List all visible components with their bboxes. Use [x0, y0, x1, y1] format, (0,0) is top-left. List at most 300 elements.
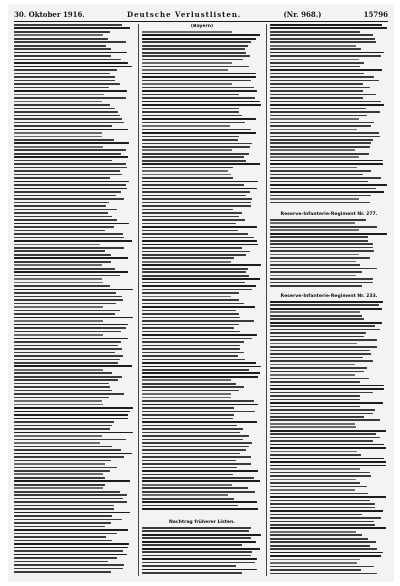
- text-line-placeholder: [270, 170, 371, 172]
- text-line-placeholder: [270, 538, 368, 540]
- text-line-placeholder: [142, 48, 245, 50]
- text-line-placeholder: [270, 118, 359, 120]
- text-line-placeholder: [142, 223, 236, 225]
- text-line-placeholder: [270, 336, 364, 338]
- text-line-placeholder: [14, 334, 103, 336]
- text-line-placeholder: [14, 411, 130, 413]
- text-line-placeholder: [14, 536, 106, 538]
- text-line-placeholder: [142, 254, 246, 256]
- text-line-placeholder: [270, 423, 355, 425]
- text-line-placeholder: [14, 250, 105, 252]
- text-line-placeholder: [270, 268, 377, 270]
- text-line-placeholder: [270, 27, 387, 29]
- text-line-placeholder: [14, 393, 124, 395]
- text-line-placeholder: [142, 562, 255, 564]
- text-line-placeholder: [14, 505, 114, 507]
- text-line-placeholder: [270, 115, 367, 117]
- text-line-placeholder: [14, 456, 124, 458]
- text-line-placeholder: [14, 240, 132, 242]
- text-line-placeholder: [142, 470, 258, 472]
- text-line-placeholder: [14, 230, 105, 232]
- text-line-placeholder: [270, 45, 356, 47]
- text-line-placeholder: [270, 240, 368, 242]
- text-line-placeholder: [142, 198, 252, 200]
- text-line-placeholder: [270, 350, 370, 352]
- text-line-placeholder: [270, 188, 376, 190]
- text-line-placeholder: [142, 153, 249, 155]
- text-line-placeholder: [270, 318, 364, 320]
- text-line-placeholder: [14, 52, 127, 54]
- text-line-placeholder: [14, 125, 112, 127]
- header-date: 30. Oktober 1916.: [14, 9, 85, 19]
- text-line-placeholder: [142, 372, 260, 374]
- text-line-placeholder: [270, 472, 370, 474]
- text-line-placeholder: [14, 473, 103, 475]
- text-line-placeholder: [14, 540, 112, 542]
- text-line-placeholder: [14, 414, 128, 416]
- header-title: Deutsche Verlustlisten.: [127, 9, 242, 19]
- text-line-placeholder: [142, 449, 246, 451]
- text-line-placeholder: [14, 369, 103, 371]
- text-line-placeholder: [14, 435, 102, 437]
- text-line-placeholder: [270, 254, 359, 256]
- text-line-placeholder: [270, 76, 374, 78]
- text-line-placeholder: [270, 548, 377, 550]
- text-line-placeholder: [270, 34, 373, 36]
- text-line-placeholder: [14, 453, 132, 455]
- text-line-placeholder: [14, 136, 102, 138]
- newspaper-page: [8, 4, 394, 582]
- text-line-placeholder: [14, 205, 106, 207]
- text-line-placeholder: [142, 299, 239, 301]
- text-line-placeholder: [142, 90, 257, 92]
- text-line-placeholder: [142, 188, 257, 190]
- text-line-placeholder: [270, 226, 377, 228]
- text-line-placeholder: [14, 425, 112, 427]
- text-line-placeholder: [142, 558, 257, 560]
- text-line-placeholder: [270, 41, 376, 43]
- text-line-placeholder: [142, 76, 256, 78]
- text-line-placeholder: [142, 268, 248, 270]
- text-line-placeholder: [14, 167, 127, 169]
- text-line-placeholder: [14, 111, 118, 113]
- text-line-placeholder: [142, 439, 243, 441]
- text-line-placeholder: [270, 500, 370, 502]
- text-line-placeholder: [270, 285, 362, 287]
- text-line-placeholder: [142, 313, 239, 315]
- section-heading: Reserve-Infanterie-Regiment Nr. 277.: [280, 212, 378, 217]
- text-line-placeholder: [14, 97, 126, 99]
- text-line-placeholder: [14, 561, 108, 563]
- text-line-placeholder: [14, 289, 133, 291]
- text-line-placeholder: [270, 322, 382, 324]
- text-line-placeholder: [14, 66, 132, 68]
- text-line-placeholder: [14, 543, 129, 545]
- text-line-placeholder: [142, 551, 252, 553]
- text-line-placeholder: [142, 104, 261, 106]
- text-line-placeholder: [270, 311, 360, 313]
- text-line-placeholder: [14, 188, 127, 190]
- text-line-placeholder: [270, 191, 384, 193]
- text-line-placeholder: [142, 425, 237, 427]
- text-line-placeholder: [14, 264, 102, 266]
- text-line-placeholder: [142, 310, 236, 312]
- text-line-placeholder: [142, 379, 231, 381]
- text-line-placeholder: [270, 493, 368, 495]
- text-line-placeholder: [270, 278, 373, 280]
- text-line-placeholder: [270, 90, 363, 92]
- text-line-placeholder: [142, 149, 232, 151]
- text-line-placeholder: [142, 393, 231, 395]
- text-line-placeholder: [14, 24, 122, 26]
- text-line-placeholder: [142, 383, 236, 385]
- text-line-placeholder: [142, 418, 233, 420]
- text-line-placeholder: [14, 390, 112, 392]
- text-line-placeholder: [14, 108, 115, 110]
- text-line-placeholder: [270, 261, 356, 263]
- text-line-placeholder: [14, 501, 127, 503]
- text-line-placeholder: [14, 331, 121, 333]
- text-line-placeholder: [142, 247, 242, 249]
- text-line-placeholder: [14, 195, 116, 197]
- text-line-placeholder: [270, 503, 375, 505]
- text-line-placeholder: [142, 414, 234, 416]
- text-line-placeholder: [270, 559, 360, 561]
- text-line-placeholder: [14, 432, 133, 434]
- text-line-placeholder: [270, 38, 375, 40]
- text-line-placeholder: [142, 505, 238, 507]
- text-line-placeholder: [142, 544, 242, 546]
- text-line-placeholder: [14, 554, 127, 556]
- text-line-placeholder: [270, 531, 356, 533]
- text-line-placeholder: [14, 132, 102, 134]
- text-line-placeholder: [14, 463, 105, 465]
- text-line-placeholder: [270, 132, 379, 134]
- text-line-placeholder: [270, 385, 384, 387]
- text-line-placeholder: [14, 487, 103, 489]
- text-line-placeholder: [270, 510, 383, 512]
- text-line-placeholder: [142, 209, 233, 211]
- text-line-placeholder: [270, 146, 370, 148]
- text-line-placeholder: [270, 419, 380, 421]
- text-line-placeholder: [270, 66, 360, 68]
- text-line-placeholder: [14, 139, 114, 141]
- text-line-placeholder: [14, 198, 124, 200]
- text-line-placeholder: [14, 491, 120, 493]
- text-line-placeholder: [14, 62, 128, 64]
- text-line-placeholder: [270, 198, 359, 200]
- column-3: [270, 24, 388, 576]
- text-line-placeholder: [270, 496, 386, 498]
- text-line-placeholder: [142, 143, 252, 145]
- text-line-placeholder: [14, 341, 121, 343]
- text-line-placeholder: [142, 244, 258, 246]
- text-line-placeholder: [14, 261, 111, 263]
- text-line-placeholder: [270, 541, 376, 543]
- text-line-placeholder: [142, 275, 249, 277]
- text-line-placeholder: [142, 31, 232, 33]
- text-line-placeholder: [14, 386, 110, 388]
- text-line-placeholder: [142, 369, 249, 371]
- text-line-placeholder: [142, 230, 238, 232]
- text-line-placeholder: [270, 139, 373, 141]
- text-line-placeholder: [142, 477, 254, 479]
- text-line-placeholder: [270, 388, 384, 390]
- text-line-placeholder: [142, 359, 245, 361]
- text-line-placeholder: [270, 378, 369, 380]
- text-line-placeholder: [270, 371, 364, 373]
- text-line-placeholder: [142, 160, 246, 162]
- text-line-placeholder: [142, 62, 232, 64]
- text-line-placeholder: [142, 348, 240, 350]
- text-line-placeholder: [142, 97, 255, 99]
- text-line-placeholder: [14, 153, 121, 155]
- text-line-placeholder: [14, 306, 103, 308]
- text-line-placeholder: [14, 142, 129, 144]
- text-line-placeholder: [14, 160, 112, 162]
- text-line-placeholder: [270, 566, 374, 568]
- text-line-placeholder: [142, 404, 258, 406]
- text-line-placeholder: [14, 76, 115, 78]
- text-line-placeholder: [270, 475, 371, 477]
- text-line-placeholder: [14, 480, 130, 482]
- text-line-placeholder: [14, 418, 128, 420]
- text-line-placeholder: [142, 355, 238, 357]
- text-line-placeholder: [14, 278, 102, 280]
- text-line-placeholder: [270, 80, 379, 82]
- text-line-placeholder: [14, 296, 122, 298]
- text-line-placeholder: [142, 233, 248, 235]
- text-line-placeholder: [142, 237, 254, 239]
- text-line-placeholder: [14, 299, 123, 301]
- text-line-placeholder: [270, 534, 362, 536]
- page-header: [14, 8, 388, 20]
- text-line-placeholder: [14, 163, 126, 165]
- text-line-placeholder: [142, 331, 240, 333]
- text-line-placeholder: [142, 484, 232, 486]
- text-line-placeholder: [270, 83, 363, 85]
- text-line-placeholder: [14, 285, 110, 287]
- text-line-placeholder: [142, 261, 231, 263]
- text-line-placeholder: [14, 303, 116, 305]
- text-line-placeholder: [14, 379, 118, 381]
- text-line-placeholder: [270, 24, 382, 26]
- text-line-placeholder: [142, 170, 228, 172]
- text-line-placeholder: [14, 313, 115, 315]
- text-line-placeholder: [14, 83, 120, 85]
- text-line-placeholder: [142, 34, 260, 36]
- text-line-placeholder: [142, 508, 258, 510]
- text-line-placeholder: [142, 303, 244, 305]
- text-line-placeholder: [270, 458, 384, 460]
- text-line-placeholder: [270, 413, 373, 415]
- text-line-placeholder: [14, 494, 127, 496]
- text-line-placeholder: [270, 433, 376, 435]
- text-line-placeholder: [270, 451, 357, 453]
- text-line-placeholder: [270, 156, 359, 158]
- text-line-placeholder: [270, 521, 374, 523]
- text-line-placeholder: [142, 480, 260, 482]
- text-line-placeholder: [142, 257, 234, 259]
- text-line-placeholder: [14, 268, 115, 270]
- text-line-placeholder: [14, 226, 114, 228]
- text-line-placeholder: [142, 491, 255, 493]
- column-1: [14, 24, 134, 576]
- text-line-placeholder: [14, 212, 108, 214]
- text-line-placeholder: [14, 244, 100, 246]
- text-line-placeholder: [142, 55, 250, 57]
- text-line-placeholder: [14, 115, 120, 117]
- text-line-placeholder: [142, 111, 239, 113]
- text-line-placeholder: [142, 69, 228, 71]
- text-line-placeholder: [270, 167, 357, 169]
- text-line-placeholder: [270, 447, 386, 449]
- text-line-placeholder: [14, 181, 129, 183]
- text-line-placeholder: [142, 264, 261, 266]
- text-line-placeholder: [270, 174, 363, 176]
- text-line-placeholder: [14, 320, 103, 322]
- text-line-placeholder: [142, 181, 258, 183]
- text-line-placeholder: [14, 90, 127, 92]
- text-line-placeholder: [270, 31, 360, 33]
- text-line-placeholder: [142, 163, 260, 165]
- text-line-placeholder: [270, 195, 371, 197]
- text-line-placeholder: [142, 548, 260, 550]
- text-line-placeholder: [14, 317, 133, 319]
- text-line-placeholder: [14, 223, 129, 225]
- text-line-placeholder: [142, 240, 257, 242]
- text-line-placeholder: [142, 306, 255, 308]
- text-line-placeholder: [270, 507, 375, 509]
- text-line-placeholder: [270, 97, 363, 99]
- text-line-placeholder: [14, 359, 120, 361]
- header-issue: (Nr. 968.): [283, 9, 322, 19]
- text-line-placeholder: [14, 547, 128, 549]
- text-line-placeholder: [142, 83, 232, 85]
- text-line-placeholder: [142, 400, 254, 402]
- text-line-placeholder: [270, 129, 357, 131]
- text-line-placeholder: [270, 444, 384, 446]
- text-line-placeholder: [270, 55, 381, 57]
- text-line-placeholder: [270, 59, 359, 61]
- text-line-placeholder: [270, 73, 364, 75]
- text-line-placeholder: [14, 216, 112, 218]
- text-line-placeholder: [142, 219, 245, 221]
- text-line-placeholder: [270, 381, 360, 383]
- text-line-placeholder: [142, 132, 256, 134]
- text-line-placeholder: [270, 301, 383, 303]
- text-line-placeholder: [270, 229, 359, 231]
- text-line-placeholder: [14, 383, 109, 385]
- text-line-placeholder: [270, 160, 383, 162]
- text-line-placeholder: [14, 421, 114, 423]
- text-line-placeholder: [270, 545, 370, 547]
- text-line-placeholder: [142, 435, 249, 437]
- text-line-placeholder: [142, 195, 246, 197]
- text-line-placeholder: [14, 568, 123, 570]
- text-line-placeholder: [14, 122, 124, 124]
- text-line-placeholder: [142, 87, 254, 89]
- text-line-placeholder: [142, 428, 243, 430]
- text-line-placeholder: [14, 404, 103, 406]
- text-line-placeholder: [270, 524, 375, 526]
- text-line-placeholder: [270, 426, 356, 428]
- text-line-placeholder: [270, 104, 384, 106]
- casualty-entries: [14, 24, 134, 576]
- text-line-placeholder: [142, 555, 251, 557]
- text-line-placeholder: [14, 449, 121, 451]
- text-line-placeholder: [270, 233, 387, 235]
- text-line-placeholder: [142, 320, 254, 322]
- text-line-placeholder: [270, 461, 386, 463]
- text-line-placeholder: [142, 108, 239, 110]
- text-line-placeholder: [142, 184, 244, 186]
- text-line-placeholder: [142, 156, 244, 158]
- text-line-placeholder: [14, 564, 124, 566]
- text-line-placeholder: [270, 264, 360, 266]
- text-line-placeholder: [142, 118, 256, 120]
- text-line-placeholder: [14, 282, 103, 284]
- text-line-placeholder: [142, 334, 257, 336]
- text-line-placeholder: [270, 325, 375, 327]
- text-line-placeholder: [142, 324, 239, 326]
- text-line-placeholder: [270, 275, 356, 277]
- text-line-placeholder: [270, 353, 371, 355]
- text-line-placeholder: [142, 122, 245, 124]
- text-line-placeholder: [142, 271, 246, 273]
- text-line-placeholder: [270, 527, 386, 529]
- text-line-placeholder: [142, 191, 250, 193]
- text-line-placeholder: [270, 489, 355, 491]
- text-line-placeholder: [142, 376, 258, 378]
- text-line-placeholder: [14, 292, 116, 294]
- text-line-placeholder: [270, 94, 376, 96]
- text-line-placeholder: [14, 202, 109, 204]
- text-line-placeholder: [14, 271, 128, 273]
- text-line-placeholder: [270, 416, 364, 418]
- text-line-placeholder: [14, 428, 110, 430]
- text-line-placeholder: [14, 508, 114, 510]
- text-line-placeholder: [142, 129, 251, 131]
- text-line-placeholder: [14, 184, 126, 186]
- text-line-placeholder: [14, 209, 117, 211]
- text-line-placeholder: [14, 407, 133, 409]
- text-line-placeholder: [14, 439, 126, 441]
- text-line-placeholder: [270, 142, 371, 144]
- text-line-placeholder: [142, 125, 230, 127]
- text-line-placeholder: [14, 146, 103, 148]
- text-line-placeholder: [270, 339, 377, 341]
- text-line-placeholder: [14, 219, 117, 221]
- column-2: [142, 24, 262, 576]
- text-line-placeholder: [142, 501, 257, 503]
- text-line-placeholder: [14, 233, 123, 235]
- text-line-placeholder: [142, 115, 242, 117]
- text-line-placeholder: [142, 565, 236, 567]
- text-line-placeholder: [14, 529, 128, 531]
- text-line-placeholder: [14, 498, 123, 500]
- text-line-placeholder: [270, 181, 368, 183]
- text-line-placeholder: [270, 468, 360, 470]
- text-line-placeholder: [142, 498, 234, 500]
- text-line-placeholder: [270, 153, 369, 155]
- text-line-placeholder: [14, 191, 121, 193]
- text-line-placeholder: [142, 341, 244, 343]
- text-line-placeholder: [14, 237, 124, 239]
- text-line-placeholder: [270, 257, 370, 259]
- text-line-placeholder: [142, 386, 244, 388]
- text-line-placeholder: [14, 80, 115, 82]
